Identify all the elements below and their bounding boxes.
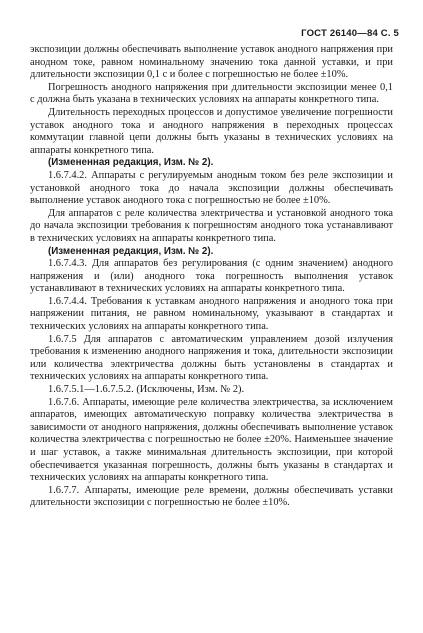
amendment-note: (Измененная редакция, Изм. № 2). [48,157,214,169]
running-head: ГОСТ 26140—84 С. 5 [301,28,399,39]
paragraph: 1.6.7.4.3. Для аппаратов без регулирования (с одним значением) анодного напряжения и (или) анодного тока погрешность выполнения уставок устанавливают в технических условиях на аппараты конкретного типа. [30,258,393,295]
amendment-note: (Измененная редакция, Изм. № 2). [48,245,214,257]
paragraph: 1.6.7.5 Для аппаратов с автоматическим управлением дозой излучения требования к изменению анодного напряжения и тока, длительности экспозиции или количества электричества должны быть установлены в стандартах и технических условиях на аппараты конкретного типа. [30,333,393,383]
paragraph: Длительность переходных процессов и допустимое увеличение погрешности уставок анодного тока и анодного напряжения в переходных процессах коммутации главной цепи должны быть указаны в технических условиях на аппараты конкретного типа. [30,106,393,156]
paragraph: Погрешность анодного напряжения при длительности экспозиции менее 0,1 с должна быть указана в технических условиях на аппараты конкретного типа. [30,81,393,106]
paragraph: 1.6.7.4.2. Аппараты с регулируемым анодным током без реле экспозиции и установкой анодного тока до начала экспозиции должны обеспечивать выполнение уставок анодного тока с погрешностью не более ±10%. [30,169,393,207]
document-body [30,44,393,510]
paragraph: Для аппаратов с реле количества электричества и установкой анодного тока до начала экспозиции требования к погрешностям анодного тока устанавливают в технических условиях на аппараты конкретного типа. [30,207,393,244]
paragraph: 1.6.7.4.4. Требования к уставкам анодного напряжения и анодного тока при напряжении питания, не равном номинальному, указывают в стандартах и технических условиях на аппараты конкретного типа. [30,295,393,333]
paragraph-excluded: 1.6.7.5.1—1.6.7.5.2. (Исключены, Изм. № 2). [48,384,245,396]
paragraph: 1.6.7.6. Аппараты, имеющие реле количества электричества, за исключением аппаратов, имеющих автоматическую поправку количества электричества в зависимости от анодного напряжения, должны обеспечивать выполнение уставок количества электричества с погрешностью не более ±20%. Наименьшее значение и шаг уставок, а также минимальная длительность экспозиции, при которой обеспечивается указанная погрешность, должны быть указаны в стандартах и технических условиях на аппараты конкретного типа. [30,396,393,484]
paragraph: 1.6.7.7. Аппараты, имеющие реле времени, должны обеспечивать уставки длительности экспозиции с погрешностью не более ±10%. [30,484,393,509]
paragraph: экспозиции должны обеспечивать выполнение уставок анодного напряжения при анодном токе, равном номинальному значению тока данной уставки, и при длительности экспозиции 0,1 с и более с погрешностью не более ±10%. [30,44,393,81]
